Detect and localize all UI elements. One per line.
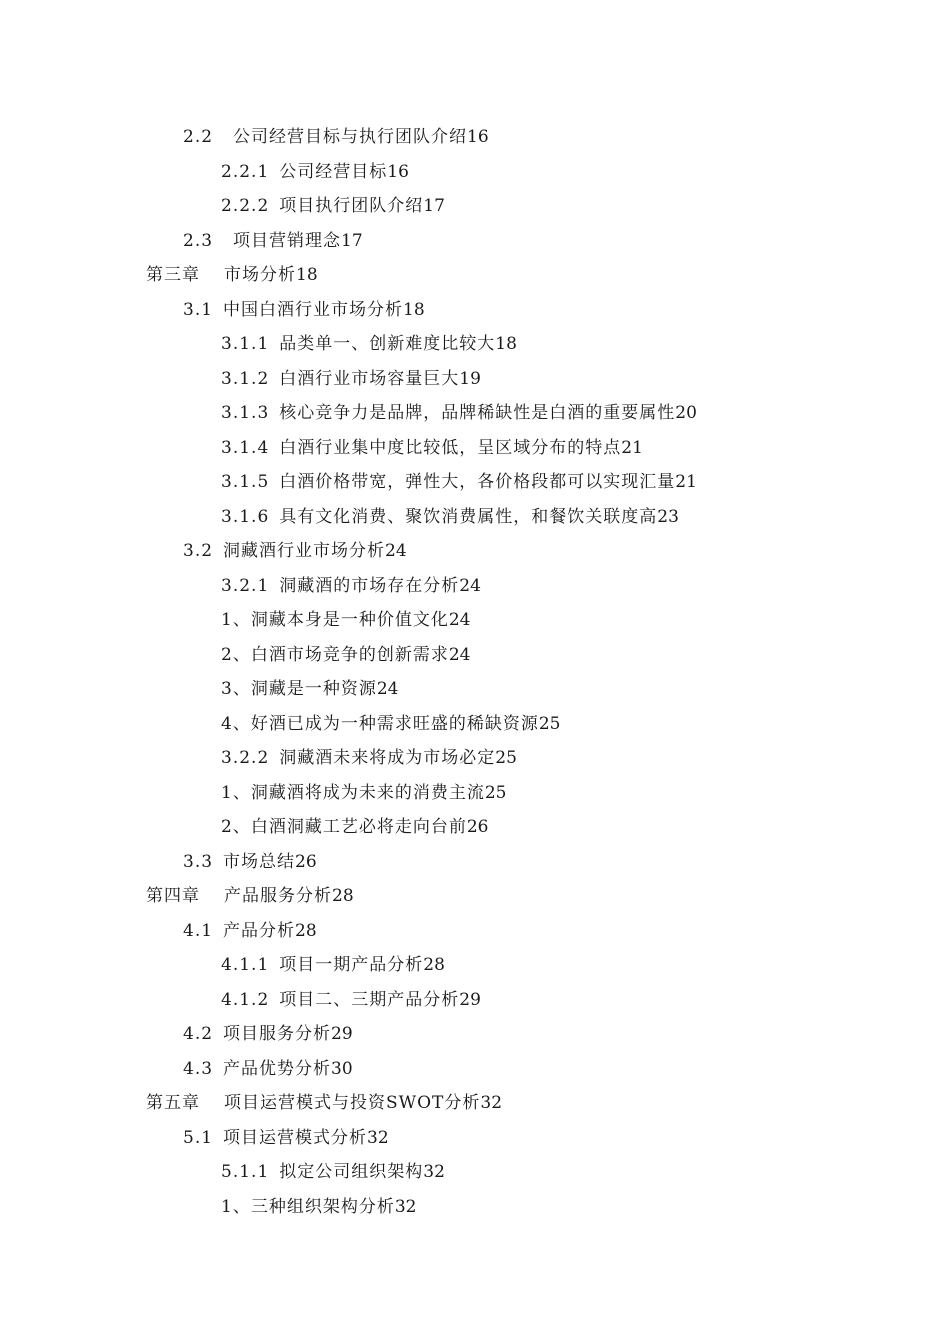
toc-entry-page-number: 32 (423, 1162, 445, 1182)
toc-entry-chapter[interactable] (0, 879, 950, 914)
toc-entry-page-number: 24 (448, 644, 471, 665)
toc-entry-page-number: 18 (403, 299, 425, 320)
toc-entry-page-number: 32 (394, 1196, 417, 1217)
toc-entry-page-number: 32 (480, 1093, 503, 1113)
toc-entry-title: 白酒价格带宽，弹性大，各价格段都可以实现汇量 (279, 472, 676, 492)
toc-entry-title: 洞藏酒的市场存在分析 (279, 575, 460, 596)
toc-entry-number: 3.2 (183, 541, 214, 561)
toc-entry-number: 3.1.2 (221, 368, 270, 389)
toc-entry-section[interactable] (0, 120, 950, 155)
toc-entry-title: 产品分析 (223, 920, 296, 941)
toc-entry-page-number: 29 (331, 1024, 353, 1044)
toc-entry-number: 1、 (221, 782, 251, 803)
toc-entry-title: 品类单一、创新难度比较大 (279, 334, 496, 354)
toc-entry-title: 中国白酒行业市场分析 (223, 299, 404, 320)
toc-entry-number: 4.1 (183, 920, 214, 941)
toc-entry-title: 项目二、三期产品分析 (279, 989, 460, 1010)
toc-entry-title: 白酒行业集中度比较低，呈区域分布的特点 (279, 437, 622, 458)
toc-entry-title: 洞藏酒行业市场分析 (223, 541, 386, 561)
toc-entry-sub[interactable] (0, 948, 950, 983)
toc-entry-sub[interactable] (0, 327, 950, 362)
toc-entry-title: 拟定公司组织架构 (279, 1162, 424, 1182)
toc-entry-title: 项目运营模式与投资SWOT分析 (224, 1093, 481, 1113)
toc-entry-page-number: 30 (331, 1058, 353, 1079)
toc-entry-number: 3、 (221, 679, 251, 699)
toc-entry-title: 好酒已成为一种需求旺盛的稀缺资源 (250, 713, 539, 734)
toc-entry-sub[interactable] (0, 1190, 950, 1225)
toc-entry-title: 市场总结 (223, 851, 296, 872)
toc-entry-number: 4.1.2 (221, 989, 270, 1010)
toc-entry-title: 公司经营目标与执行团队介绍 (233, 127, 468, 147)
toc-entry-section[interactable] (0, 1017, 950, 1052)
toc-entry-number: 第五章 (146, 1093, 200, 1113)
toc-entry-sub[interactable] (0, 500, 950, 535)
toc-entry-number: 3.1.6 (221, 506, 270, 527)
toc-entry-title: 具有文化消费、聚饮消费属性，和餐饮关联度高 (279, 506, 658, 527)
toc-entry-page-number: 17 (423, 196, 445, 216)
toc-entry-number: 3.3 (183, 851, 214, 872)
toc-entry-title: 洞藏本身是一种价值文化 (250, 610, 449, 630)
toc-entry-section[interactable] (0, 293, 950, 328)
toc-entry-sub[interactable] (0, 465, 950, 500)
toc-entry-title: 三种组织架构分析 (250, 1196, 395, 1217)
toc-entry-number: 4、 (221, 713, 251, 734)
toc-entry-page-number: 21 (675, 472, 697, 492)
toc-entry-sub[interactable] (0, 810, 950, 845)
toc-entry-number: 第四章 (146, 886, 200, 906)
toc-entry-page-number: 16 (467, 127, 489, 147)
toc-entry-page-number: 16 (387, 161, 409, 182)
toc-entry-sub[interactable] (0, 983, 950, 1018)
toc-entry-title: 产品优势分析 (223, 1058, 332, 1079)
toc-entry-title: 项目一期产品分析 (279, 955, 424, 975)
toc-entry-number: 2、 (221, 644, 251, 665)
toc-entry-page-number: 28 (423, 955, 445, 975)
toc-entry-page-number: 24 (459, 575, 481, 596)
toc-entry-title: 白酒洞藏工艺必将走向台前 (250, 817, 467, 837)
toc-entry-sub[interactable] (0, 362, 950, 397)
toc-entry-sub[interactable] (0, 155, 950, 190)
toc-entry-page-number: 24 (385, 541, 407, 561)
toc-entry-title: 白酒市场竞争的创新需求 (250, 644, 449, 665)
toc-entry-sub[interactable] (0, 396, 950, 431)
toc-entry-page-number: 26 (466, 817, 489, 837)
toc-entry-number: 3.1.1 (221, 334, 270, 354)
toc-entry-section[interactable] (0, 534, 950, 569)
toc-entry-page-number: 18 (495, 334, 517, 354)
toc-entry-page-number: 19 (459, 368, 481, 389)
toc-entry-title: 项目执行团队介绍 (279, 196, 424, 216)
toc-entry-page-number: 21 (621, 437, 643, 458)
toc-entry-section[interactable] (0, 224, 950, 259)
toc-entry-number: 3.1.5 (221, 472, 270, 492)
toc-entry-title: 项目营销理念 (233, 230, 342, 251)
toc-entry-number: 3.1.4 (221, 437, 270, 458)
toc-entry-sub[interactable] (0, 1155, 950, 1190)
toc-entry-title: 洞藏酒未来将成为市场必定 (279, 748, 496, 768)
toc-entry-sub[interactable] (0, 638, 950, 673)
toc-entry-title: 洞藏酒将成为未来的消费主流 (250, 782, 485, 803)
toc-entry-title: 项目服务分析 (223, 1024, 332, 1044)
toc-entry-number: 1、 (221, 610, 251, 630)
toc-entry-chapter[interactable] (0, 258, 950, 293)
toc-entry-title: 公司经营目标 (279, 161, 388, 182)
toc-entry-number: 4.1.1 (221, 955, 270, 975)
toc-entry-number: 5.1.1 (221, 1162, 270, 1182)
toc-entry-page-number: 25 (484, 782, 507, 803)
toc-entry-number: 5.1 (183, 1127, 214, 1148)
toc-entry-page-number: 28 (332, 886, 354, 906)
toc-entry-sub[interactable] (0, 707, 950, 742)
toc-entry-page-number: 20 (675, 403, 697, 423)
toc-entry-page-number: 29 (459, 989, 481, 1010)
toc-entry-number: 4.3 (183, 1058, 214, 1079)
toc-entry-number: 1、 (221, 1196, 251, 1217)
toc-entry-sub[interactable] (0, 603, 950, 638)
toc-entry-page-number: 25 (538, 713, 561, 734)
toc-entry-page-number: 18 (296, 265, 318, 285)
toc-entry-page-number: 26 (295, 851, 317, 872)
toc-entry-section[interactable] (0, 845, 950, 880)
toc-entry-number: 3.1 (183, 299, 214, 320)
toc-entry-page-number: 24 (376, 679, 399, 699)
toc-entry-sub[interactable] (0, 741, 950, 776)
toc-entry-number: 3.1.3 (221, 403, 270, 423)
toc-entry-section[interactable] (0, 914, 950, 949)
toc-entry-number: 第三章 (146, 265, 200, 285)
toc-entry-sub[interactable] (0, 569, 950, 604)
toc-entry-section[interactable] (0, 1121, 950, 1156)
toc-entry-title: 产品服务分析 (224, 886, 332, 906)
toc-entry-sub[interactable] (0, 431, 950, 466)
toc-entry-chapter[interactable] (0, 1086, 950, 1121)
toc-entry-number: 3.2.1 (221, 575, 270, 596)
toc-entry-page-number: 23 (657, 506, 679, 527)
toc-entry-number: 2.2.2 (221, 196, 270, 216)
toc-entry-number: 2.2.1 (221, 161, 270, 182)
toc-entry-sub[interactable] (0, 672, 950, 707)
table-of-contents (0, 120, 950, 1224)
toc-entry-number: 3.2.2 (221, 748, 270, 768)
toc-entry-title: 白酒行业市场容量巨大 (279, 368, 460, 389)
toc-entry-title: 项目运营模式分析 (223, 1127, 368, 1148)
toc-entry-page-number: 17 (341, 230, 363, 251)
toc-entry-page-number: 24 (448, 610, 471, 630)
toc-entry-section[interactable] (0, 1052, 950, 1087)
toc-entry-page-number: 28 (295, 920, 317, 941)
toc-entry-number: 2、 (221, 817, 251, 837)
toc-entry-title: 洞藏是一种资源 (250, 679, 377, 699)
toc-entry-page-number: 25 (495, 748, 517, 768)
toc-entry-page-number: 32 (367, 1127, 389, 1148)
toc-entry-title: 市场分析 (224, 265, 296, 285)
toc-entry-title: 核心竞争力是品牌，品牌稀缺性是白酒的重要属性 (279, 403, 676, 423)
toc-entry-sub[interactable] (0, 776, 950, 811)
toc-entry-number: 4.2 (183, 1024, 214, 1044)
toc-entry-number: 2.2 (183, 127, 214, 147)
toc-entry-number: 2.3 (183, 230, 214, 251)
toc-entry-sub[interactable] (0, 189, 950, 224)
